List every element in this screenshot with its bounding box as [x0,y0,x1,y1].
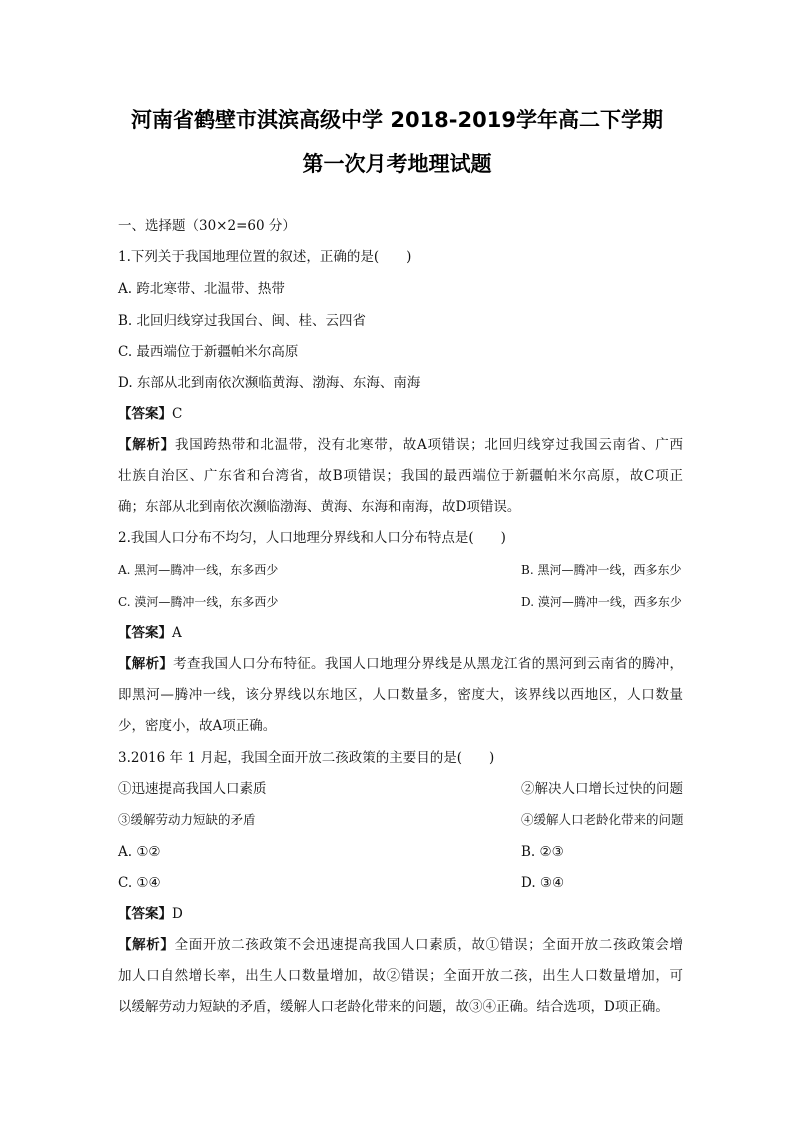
q1-stem: 1.下列关于我国地理位置的叙述，正确的是( ) [118,249,412,265]
q2-stem: 2.我国人口分布不均匀，人口地理分界线和人口分布特点是( ) [118,530,506,546]
answer-label: 【答案】 [118,906,172,922]
q2-option-a: A. 黑河—腾冲一线，东多西少 [118,563,279,577]
q3-analysis-line-1 [118,935,683,955]
q3-options-row-1 [118,842,683,862]
section-heading: 一、选择题（30×2=60 分） [118,218,296,234]
q2-analysis-line-1 [118,654,683,674]
q2-options-row-2 [118,592,683,612]
q3-choices-row-2 [118,810,683,830]
q1-option-d: D. 东部从北到南依次濒临黄海、渤海、东海、南海 [118,375,421,391]
q1-analysis-line-2: 壮族自治区、广东省和台湾省，故B项错误；我国的最西端位于新疆帕米尔高原，故C项正 [118,468,683,484]
q2-answer [118,623,683,643]
q3-option-c: C. ①④ [118,875,161,891]
q3-choice-3: ③缓解劳动力短缺的矛盾 [118,812,256,827]
q1-option-a: A. 跨北寒带、北温带、热带 [118,281,285,297]
title-line-1: 河南省鹤壁市淇滨高级中学 2018-2019学年高二下学期 [131,108,663,132]
analysis-text: 考查我国人口分布特征。我国人口地理分界线是从黑龙江省的黑河到云南省的腾冲， [173,656,684,672]
title-line-2: 第一次月考地理试题 [302,152,492,176]
q3-choices-row-1 [118,779,683,799]
answer-value: C [172,406,183,422]
q2-option-b: B. 黑河—腾冲一线，西多东少 [521,563,682,577]
analysis-label: 【解析】 [118,656,174,672]
q2-options-row-1 [118,560,683,580]
answer-value: D [172,906,183,922]
q1-option-c: C. 最西端位于新疆帕米尔高原 [118,344,299,360]
q3-option-d: D. ③④ [521,875,565,891]
q2-option-c: C. 漠河—腾冲一线，东多西少 [118,595,279,609]
q1-option-b: B. 北回归线穿过我国台、闽、桂、云四省 [118,313,367,329]
q1-answer [118,404,683,424]
q1-analysis-line-3: 确；东部从北到南依次濒临渤海、黄海、东海和南海，故D项错误。 [118,499,521,515]
q3-choice-1: ①迅速提高我国人口素质 [118,781,267,797]
analysis-label: 【解析】 [118,437,175,453]
q1-analysis-line-1 [118,435,683,455]
q3-answer [118,904,683,924]
q3-stem: 3.2016 年 1 月起，我国全面开放二孩政策的主要目的是( ) [118,750,495,766]
answer-value: A [172,625,182,641]
analysis-text: 我国跨热带和北温带，没有北寒带，故A项错误；北回归线穿过我国云南省、广西 [174,437,684,453]
analysis-label: 【解析】 [118,937,175,953]
answer-label: 【答案】 [118,406,172,422]
q3-analysis-line-2: 加人口自然增长率，出生人口数量增加，故②错误；全面开放二孩，出生人口数量增加，可 [118,968,683,984]
q2-option-d: D. 漠河—腾冲一线，西多东少 [521,595,682,609]
q3-option-a: A. ①② [118,844,161,860]
answer-label: 【答案】 [118,625,172,641]
q2-analysis-line-3: 少，密度小，故A项正确。 [118,718,277,734]
q3-option-b: B. ②③ [521,844,564,860]
analysis-text: 全面开放二孩政策不会迅速提高我国人口素质，故①错误；全面开放二孩政策会增 [174,937,684,953]
q3-choice-4: ④缓解人口老龄化带来的问题 [521,812,684,827]
q3-options-row-2 [118,873,683,893]
q3-choice-2: ②解决人口增长过快的问题 [521,781,683,797]
q3-analysis-line-3: 以缓解劳动力短缺的矛盾，缓解人口老龄化带来的问题，故③④正确。结合选项，D项正确。 [118,999,669,1015]
q2-analysis-line-2: 即黑河—腾冲一线，该分界线以东地区，人口数量多，密度大，该界线以西地区，人口数量 [118,687,683,703]
